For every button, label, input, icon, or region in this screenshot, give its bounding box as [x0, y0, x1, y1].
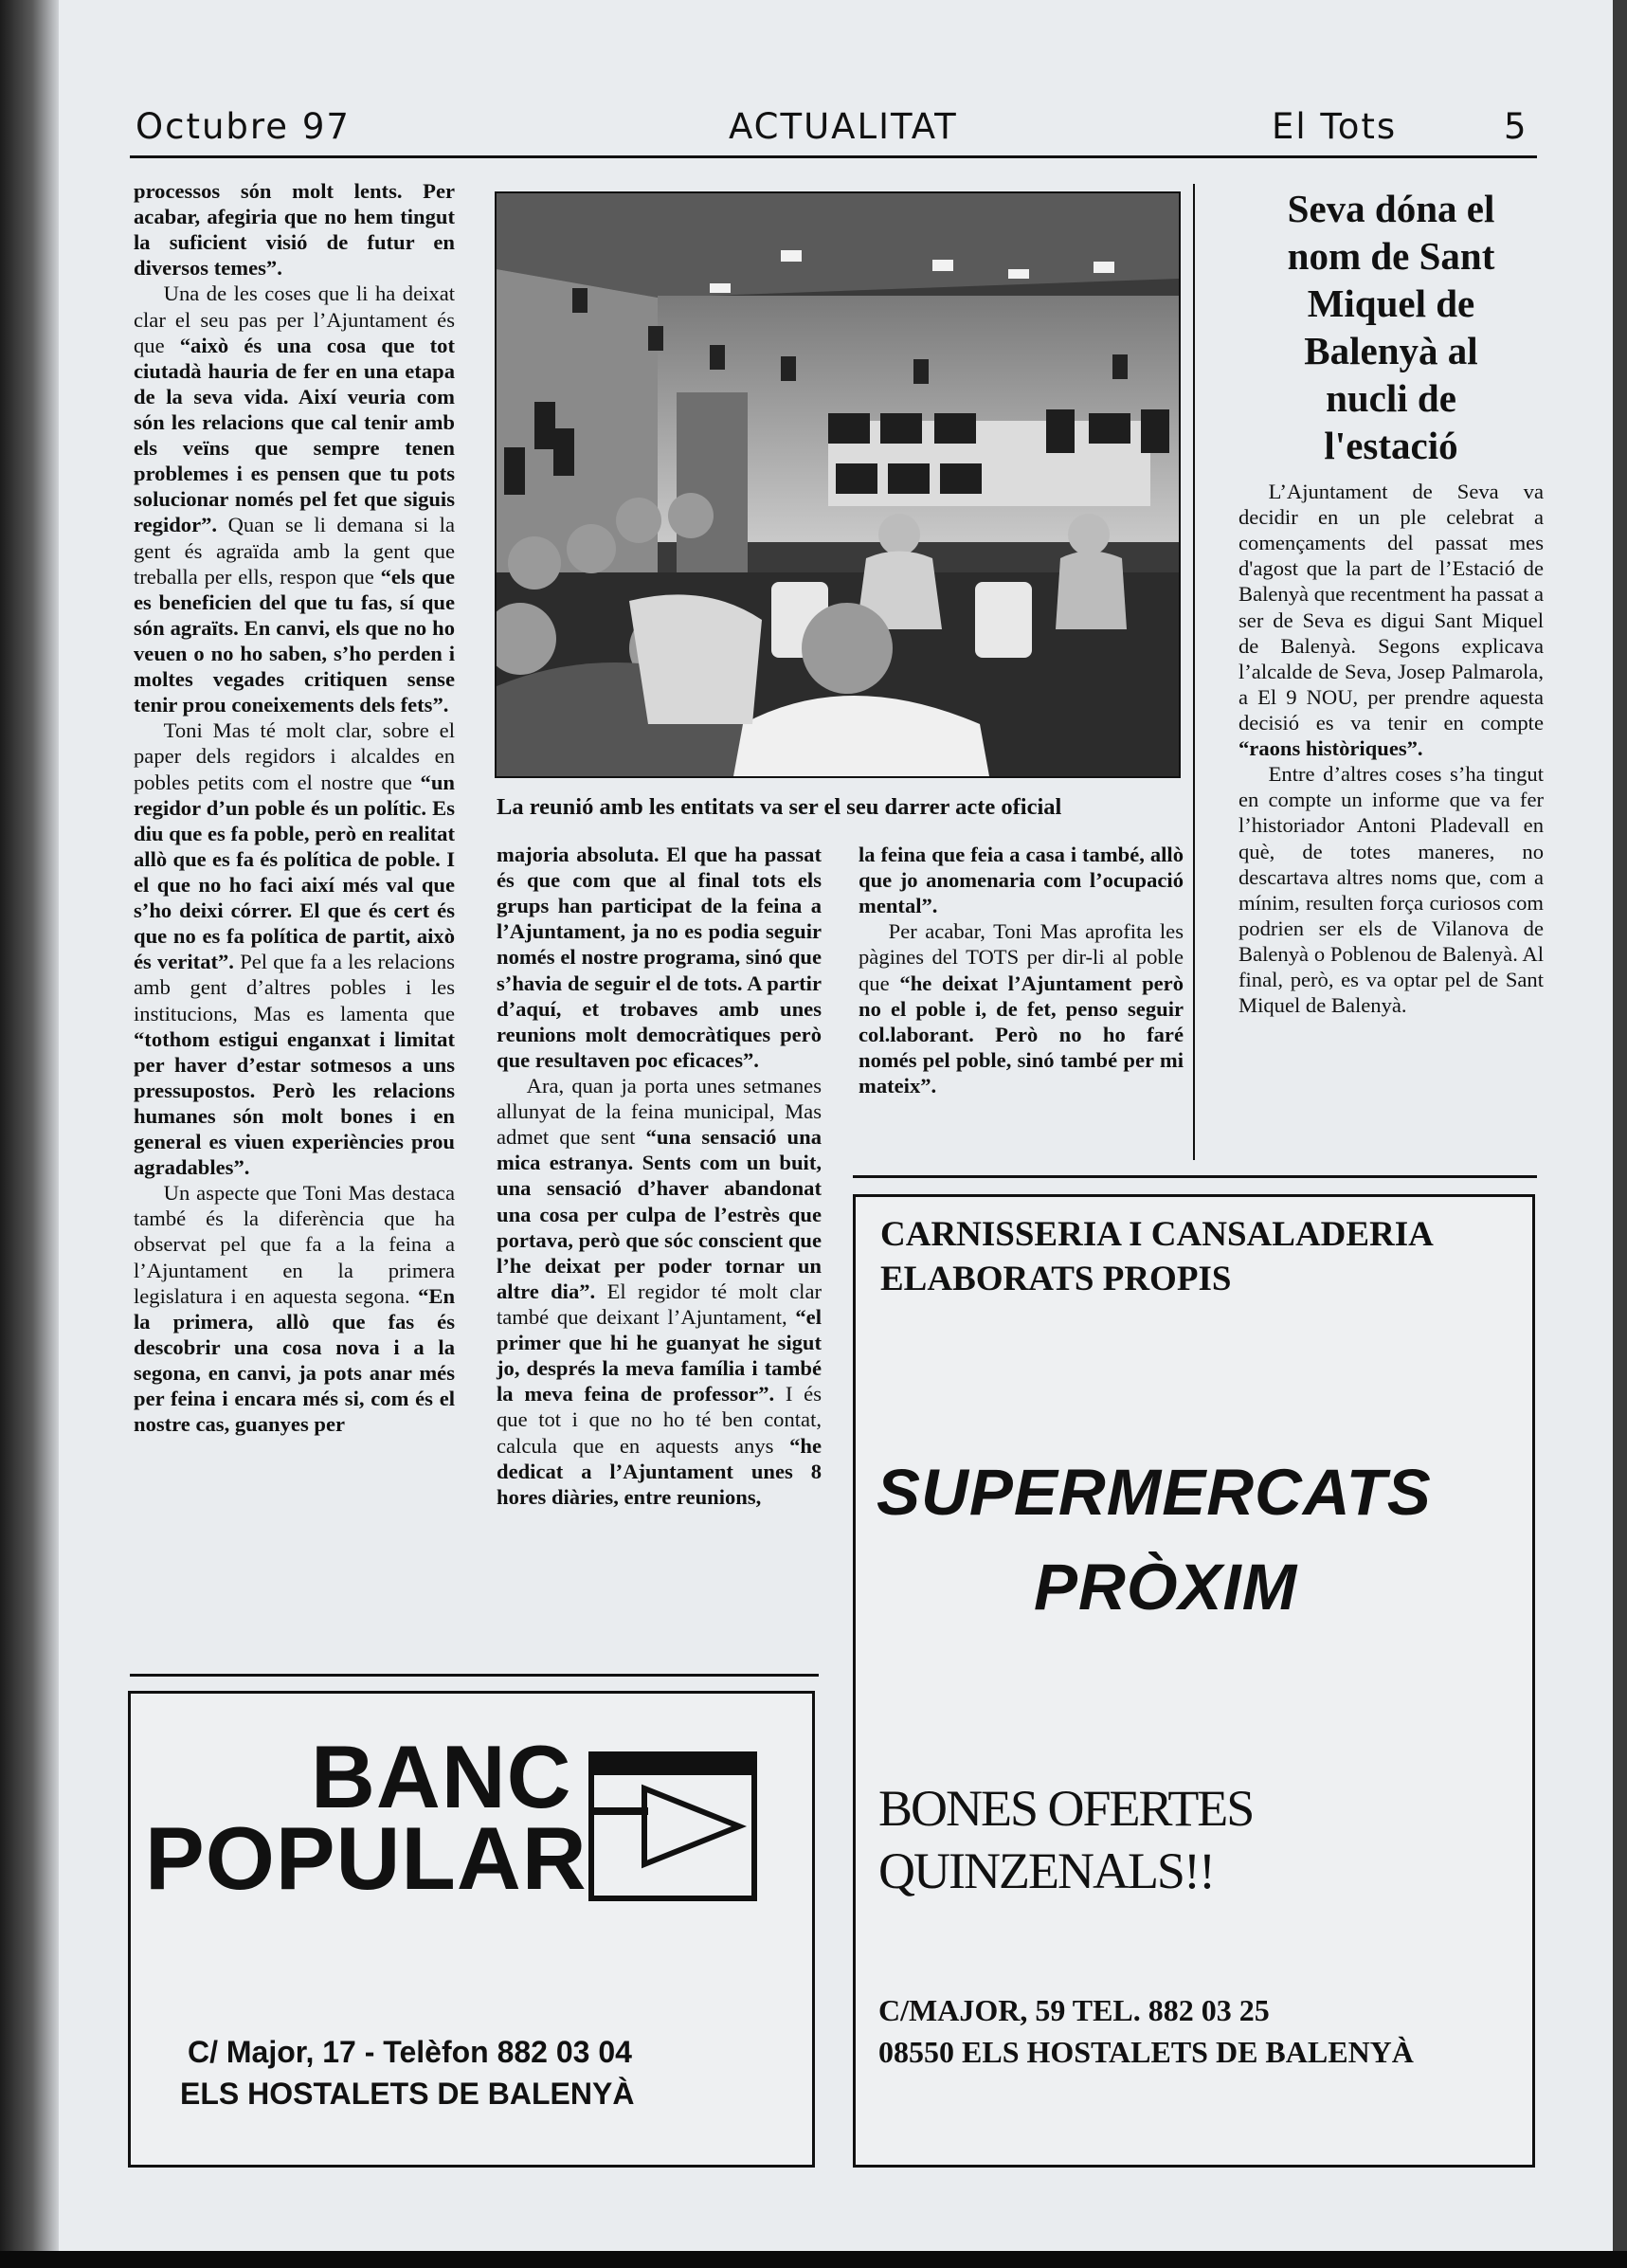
- news-body: [1238, 479, 1544, 1018]
- article-paragraph: Una de les coses que li ha deixat clar el seu pas per l’Ajuntament és que “això és una cosa que tot ciutadà hauria de fer en una etapa de la seva vida. Així veuria com són les relacions que cal tenir amb els veïns que sempre tenen problemes i es pensen que tu pots solucionar només pel fet que siguis regidor”. Quan se li demana si la gent és agraïda amb la gent que treballa per ells, respon que “els que es beneficien del que tu fas, sí que són agraïts. En canvi, els que no ho veuen o no ho saben, s’ho perden i moltes vegades critiquen sense tenir prou coneixements dels fets”.: [134, 281, 455, 717]
- page-edge: [1612, 0, 1627, 2268]
- bank-name: POPULAR: [145, 1808, 588, 1908]
- news-headline: Seva dóna el nom de Sant Miquel de Balenyà al nucli de l'estació: [1287, 187, 1495, 468]
- ad-address: C/MAJOR, 59 TEL. 882 03 25: [878, 1993, 1270, 2027]
- bank-logo-icon: [588, 1751, 758, 1902]
- meeting-photo: [495, 191, 1181, 778]
- header-page-number: 5: [1504, 106, 1528, 147]
- proxim-brand: PRÒXIM: [1034, 1551, 1298, 1624]
- carnisseria-ad: [853, 1194, 1535, 2168]
- page-binding-shadow: [0, 0, 59, 2268]
- article-column-2: [497, 842, 822, 1510]
- column-divider: [1193, 184, 1195, 1160]
- bank-address: ELS HOSTALETS DE BALENYÀ: [180, 2077, 635, 2111]
- article-column-3: [859, 842, 1184, 1098]
- article-paragraph: la feina que feia a casa i també, allò que jo anomenaria com l’ocupació mental”.: [859, 843, 1184, 918]
- ad-title-line: ELABORATS PROPIS: [880, 1260, 1232, 1298]
- article-paragraph: Ara, quan ja porta unes setmanes allunyat de la feina municipal, Mas admet que sent “una sensació una mica estranya. Sents com un buit, una sensació d’haver abandonat una cosa per culpa de l’estrès que portava, però que sóc conscient que l’he deixat per poder tornar un altre dia”. El regidor té molt clar també que deixant l’Ajuntament, “el primer que hi he guanyat he sigut jo, després la meva família i també la meva feina de professor”. I és que tot i que no ho té ben contat, calcula que en aquests anys “he dedicat a l’Ajuntament unes 8 hores diàries, entre reunions,: [497, 1073, 822, 1509]
- page-bottom-edge: [0, 2251, 1627, 2268]
- photo-caption: La reunió amb les entitats va ser el seu darrer acte oficial: [497, 794, 1062, 820]
- article-paragraph: Per acabar, Toni Mas aprofita les pàgines del TOTS per dir-li al poble que “he deixat l’Ajuntament però no el poble i, de fet, penso seguir col.laborant. Però no ho faré només pel poble, sinó també per mi mateix”.: [859, 919, 1184, 1098]
- news-paragraph: Entre d’altres coses s’ha tingut en compte un informe que va fer l’historiador Antoni Pladevall en què, de totes maneres, no descartava altres noms que, com a mínim, resulten força curiosos com podrien ser els de Vilanova de Balenyà o Poblenou de Balenyà. Al final, però, es va optar pel de Sant Miquel de Balenyà.: [1238, 762, 1544, 1018]
- article-paragraph: processos són molt lents. Per acabar, afegiria que no hem tingut la suficient visió de futur en diversos temes”.: [134, 179, 455, 281]
- header-publication: El Tots: [1272, 106, 1398, 147]
- article-paragraph: Un aspecte que Toni Mas destaca també és la diferència que ha observat pel que fa a la feina a l’Ajuntament en la primera legislatura i en aquesta segona. “En la primera, allò que fas és descobrir una cosa nova i a la segona, en canvi, ja pots anar més per feina i encara més si, com és el nostre cas, guanyes per: [134, 1181, 456, 1437]
- meeting-photo-image: [497, 193, 1179, 776]
- ad-address: 08550 ELS HOSTALETS DE BALENYÀ: [878, 2035, 1414, 2069]
- news-paragraph: L’Ajuntament de Seva va decidir en un ple celebrat a començaments del passat mes d'agost que la part de l’Estació de Balenyà que recentment ha passat a ser de Seva es digui Sant Miquel de Balenyà. Segons explicava l’alcalde de Seva, Josep Palmarola, a El 9 NOU, per prendre aquesta decisió es va tenir en compte “raons històriques”.: [1238, 480, 1544, 761]
- bank-name: BANC: [311, 1727, 572, 1826]
- header-date: Octubre 97: [136, 106, 351, 147]
- header-section: ACTUALITAT: [729, 106, 958, 147]
- header-rule: [130, 155, 1537, 158]
- supermercats-brand: SUPERMERCATS: [877, 1456, 1432, 1529]
- offers-line: QUINZENALS!!: [878, 1842, 1214, 1899]
- newspaper-page: [59, 0, 1613, 2251]
- section-rule: [130, 1674, 819, 1677]
- bank-address: C/ Major, 17 - Telèfon 882 03 04: [188, 2035, 632, 2069]
- section-rule: [853, 1175, 1537, 1178]
- article-column-1: [134, 178, 455, 1437]
- ad-title-line: CARNISSERIA I CANSALADERIA: [880, 1215, 1434, 1254]
- article-paragraph: Toni Mas té molt clar, sobre el paper dels regidors i alcaldes en pobles petits com el nostre que “un regidor d’un poble és un polític. Es diu que es fa poble, però en realitat allò que es fa és política de poble. I el que no ho faci així més val que s’ho deixi córrer. El que és cert és que no es fa política de partit, això és veritat”. Pel que fa a les relacions amb gent d’altres pobles i les institucions, Mas es lamenta que “tothom estigui enganxat i limitat per haver d’estar sotmesos a uns pressupostos. Però les relacions humanes són molt bones i en general es viuen experiències prou agradables”.: [134, 718, 455, 1180]
- article-paragraph: majoria absoluta. El que ha passat és que com que al final tots els grups han participat de la feina a l’Ajuntament, ja no es podia seguir només el nostre programa, sinó que s’havia de seguir el de tots. A partir d’aquí, et trobaves amb unes reunions molt democràtiques però que resultaven poc eficaces”.: [497, 843, 822, 1072]
- offers-line: BONES OFERTES: [878, 1780, 1254, 1837]
- banc-popular-ad: [128, 1691, 815, 2168]
